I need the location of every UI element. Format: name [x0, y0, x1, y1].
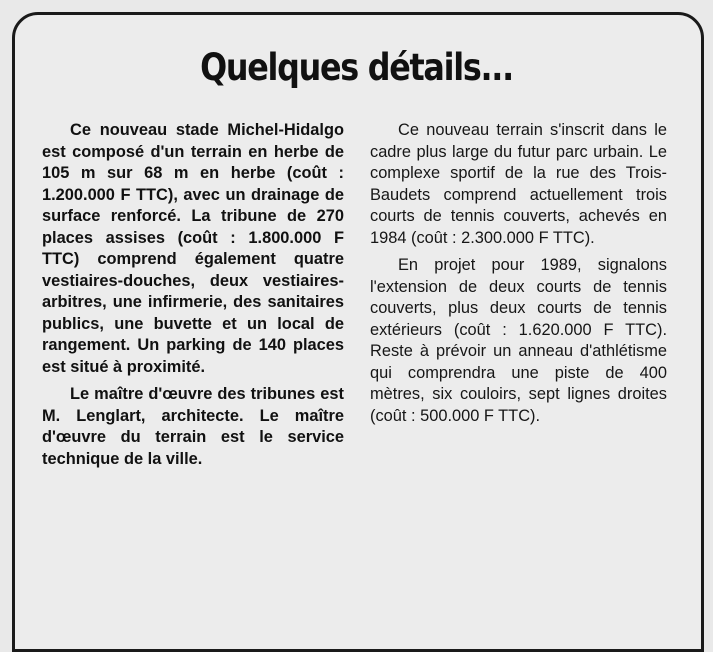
right-paragraph-2: En projet pour 1989, signalons l'extension de deux courts de tennis couverts, plus deux courts de tennis extérieurs (coût : 1.620.000 F TTC). Reste à prévoir un anneau d'athlétisme qui comprendra une piste de 400 mètres, six couloirs, sept lignes droites (coût : 500.000 F TTC).: [370, 256, 667, 425]
article-title: Quelques détails...: [200, 46, 513, 89]
right-paragraph-1: Ce nouveau terrain s'inscrit dans le cadre plus large du futur parc urbain. Le complexe sportif de la rue des Trois-Baudets comprend actuellement trois courts de tennis couverts, achevés en 1984 (coût : 2.300.000 F TTC).: [370, 121, 667, 247]
right-column: [370, 120, 667, 433]
left-column: [42, 120, 344, 476]
left-paragraph-2: Le maître d'œuvre des tribunes est M. Lenglart, architecte. Le maître d'œuvre du terrain est le service technique de la ville.: [42, 385, 344, 468]
left-paragraph-1: Ce nouveau stade Michel-Hidalgo est composé d'un terrain en herbe de 105 m sur 68 m en herbe (coût : 1.200.000 F TTC), avec un drainage de surface renforcé. La tribune de 270 places assises (coût : 1.800.000 F TTC) comprend également quatre vestiaires-douches, deux vestiaires-arbitres, une infirmerie, des sanitaires publics, une buvette et un local de rangement. Un parking de 140 places est situé à proximité.: [42, 121, 344, 376]
